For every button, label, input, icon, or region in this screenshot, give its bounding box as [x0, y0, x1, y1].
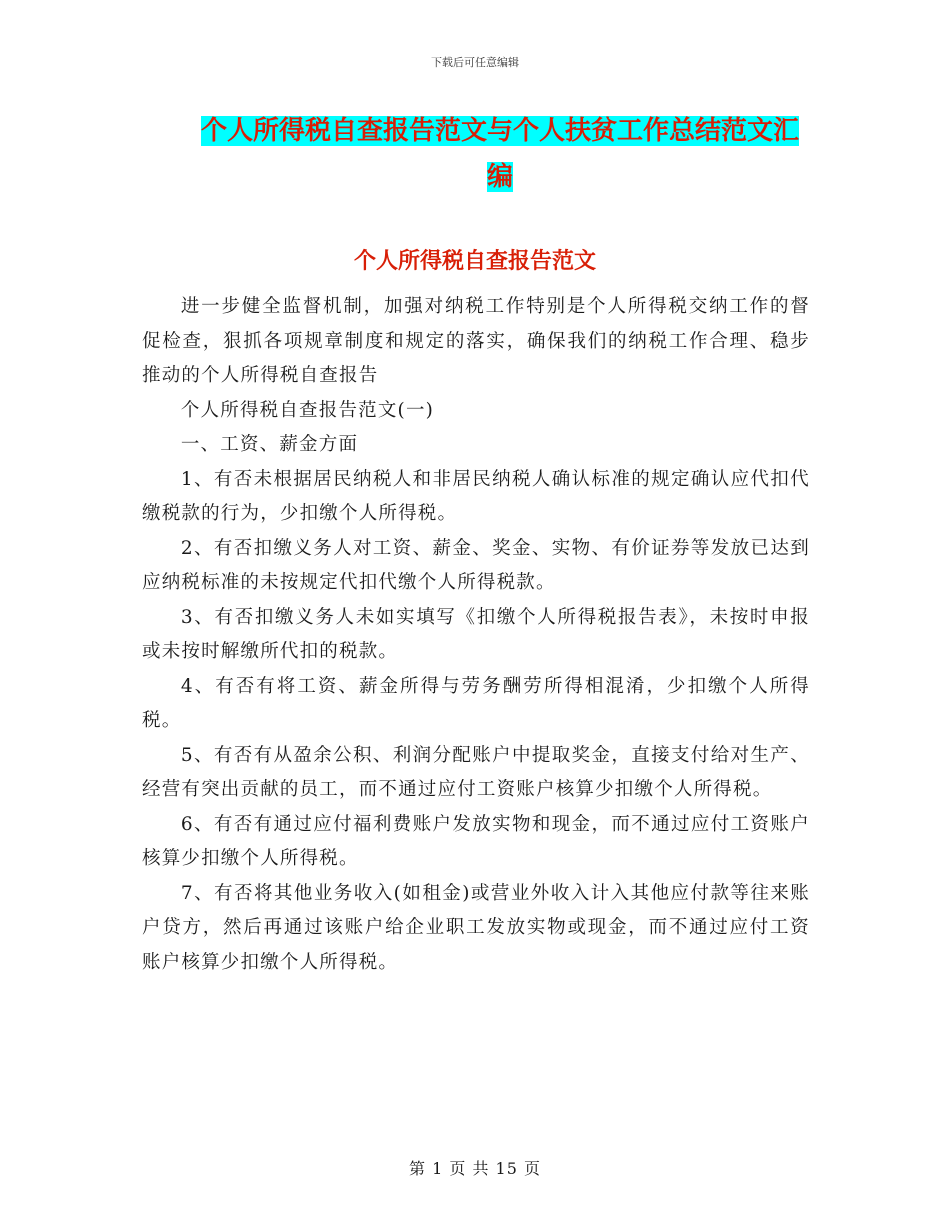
paragraph-item-4: 4、有否有将工资、薪金所得与劳务酬劳所得相混淆，少扣缴个人所得税。 [142, 675, 810, 731]
body-text [142, 290, 810, 980]
document-title [190, 108, 810, 200]
paragraph-item-2: 2、有否扣缴义务人对工资、薪金、奖金、实物、有价证券等发放已达到应纳税标准的未按规定代扣代缴个人所得税款。 [142, 537, 810, 593]
document-title-text: 个人所得税自查报告范文与个人扶贫工作总结范文汇编 [200, 116, 799, 192]
page-footer: 第 1 页 共 15 页 [409, 1159, 541, 1178]
paragraph-intro: 进一步健全监督机制，加强对纳税工作特别是个人所得税交纳工作的督促检查，狠抓各项规章制度和规定的落实，确保我们的纳税工作合理、稳步推动的个人所得税自查报告 [142, 296, 810, 386]
paragraph-item-3: 3、有否扣缴义务人未如实填写《扣缴个人所得税报告表》，未按时申报或未按时解缴所代扣的税款。 [142, 606, 810, 662]
paragraph-item-6: 6、有否有通过应付福利费账户发放实物和现金，而不通过应付工资账户核算少扣缴个人所得税。 [142, 813, 810, 869]
section-title: 个人所得税自查报告范文 [353, 249, 596, 274]
page-header-note: 下载后可任意编辑 [431, 56, 519, 69]
paragraph-subtitle: 个人所得税自查报告范文(一) [180, 399, 435, 421]
paragraph-item-1: 1、有否未根据居民纳税人和非居民纳税人确认标准的规定确认应代扣代缴税款的行为，少扣缴个人所得税。 [142, 468, 810, 524]
paragraph-item-7: 7、有否将其他业务收入(如租金)或营业外收入计入其他应付款等往来账户贷方，然后再通过该账户给企业职工发放实物或现金，而不通过应付工资账户核算少扣缴个人所得税。 [142, 882, 810, 973]
paragraph-item-5: 5、有否有从盈余公积、利润分配账户中提取奖金，直接支付给对生产、经营有突出贡献的员工，而不通过应付工资账户核算少扣缴个人所得税。 [142, 744, 810, 800]
paragraph-heading: 一、工资、薪金方面 [180, 434, 359, 455]
